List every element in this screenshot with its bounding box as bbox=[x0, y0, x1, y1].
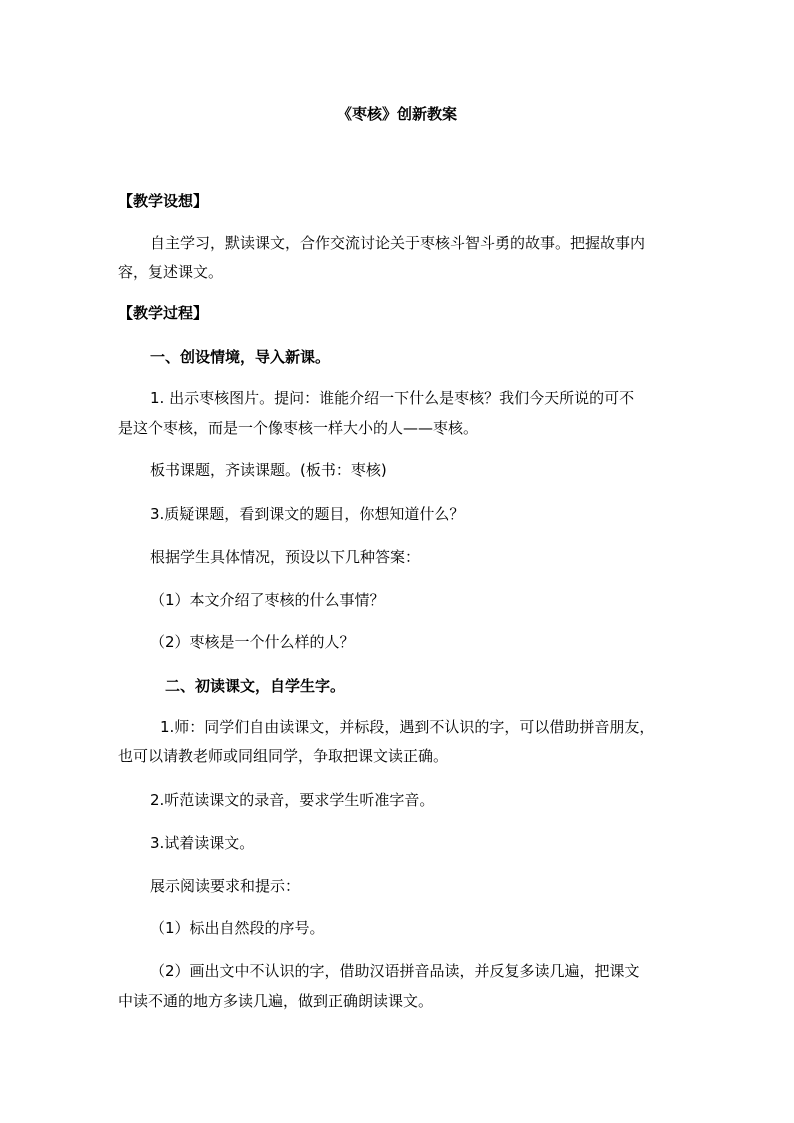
paragraph-line: 展示阅读要求和提示： bbox=[150, 877, 301, 895]
paragraph-line: 自主学习，默读课文，合作交流讨论关于枣核斗智斗勇的故事。把握故事内 bbox=[150, 234, 646, 252]
list-item: （2）枣核是一个什么样的人？ bbox=[150, 633, 355, 651]
paragraph-line: 1.师：同学们自由读课文，并标段，遇到不认识的字，可以借助拼音朋友， bbox=[160, 718, 655, 736]
section-heading-teaching-idea: 【教学设想】 bbox=[118, 192, 209, 210]
list-item: （1）标出自然段的序号。 bbox=[150, 919, 325, 937]
paragraph-line: 1. 出示枣核图片。提问：谁能介绍一下什么是枣核？我们今天所说的可不 bbox=[150, 389, 635, 407]
part-heading: 一、创设情境，导入新课。 bbox=[150, 348, 331, 366]
paragraph-line: 是这个枣核，而是一个像枣核一样大小的人——枣核。 bbox=[118, 419, 479, 437]
paragraph-line: 2.听范读课文的录音，要求学生听准字音。 bbox=[150, 791, 435, 809]
part-heading: 二、初读课文，自学生字。 bbox=[165, 677, 346, 695]
list-item: 中读不通的地方多读几遍，做到正确朗读课文。 bbox=[118, 992, 434, 1010]
paragraph-line: 板书课题，齐读课题。(板书：枣核) bbox=[150, 461, 387, 479]
paragraph-line: 也可以请教老师或同组同学，争取把课文读正确。 bbox=[118, 747, 449, 765]
paragraph-line: 容，复述课文。 bbox=[118, 263, 224, 281]
paragraph-line: 3.质疑课题，看到课文的题目，你想知道什么？ bbox=[150, 505, 465, 523]
paragraph-line: 3.试着读课文。 bbox=[150, 834, 255, 852]
document-title: 《枣核》创新教案 bbox=[336, 105, 457, 123]
paragraph-line: 根据学生具体情况，预设以下几种答案： bbox=[150, 548, 421, 566]
list-item: （1）本文介绍了枣核的什么事情？ bbox=[150, 591, 385, 609]
list-item: （2）画出文中不认识的字，借助汉语拼音品读，并反复多读几遍，把课文 bbox=[150, 962, 640, 980]
section-heading-teaching-process: 【教学过程】 bbox=[118, 304, 209, 322]
